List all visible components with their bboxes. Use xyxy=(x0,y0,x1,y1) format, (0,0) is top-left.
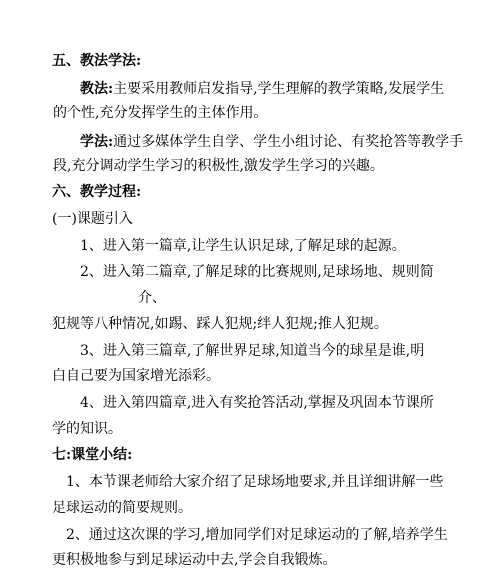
section-heading-methods: 五、教法学法: xyxy=(52,53,142,69)
learning-method-label: 学法: xyxy=(80,134,114,150)
teaching-method-label: 教法: xyxy=(80,81,114,97)
subsection-heading-intro: (一)课题引入 xyxy=(52,211,133,227)
process-item-2-line-1: 2、进入第二篇章,了解足球的比赛规则,足球场地、规则简 xyxy=(80,264,434,280)
process-item-1: 1、进入第一篇章,让学生认识足球,了解足球的起源。 xyxy=(80,238,406,254)
process-item-4-line-1: 4、进入第四篇章,进入有奖抢答活动,掌握及巩固本节课所 xyxy=(80,395,434,411)
process-item-2-line-2: 介、 xyxy=(138,290,166,306)
section-heading-summary: 七:课堂小结: xyxy=(52,447,133,463)
learning-method-line-2: 段,充分调动学生学习的积极性,激发学生学习的兴趣。 xyxy=(53,158,384,174)
summary-item-2-line-2: 更积极地参与到足球运动中去,学会自我锻炼。 xyxy=(52,552,337,568)
teaching-method-line-2: 的个性,充分发挥学生的主体作用。 xyxy=(53,105,268,121)
summary-item-1-line-1: 1、本节课老师给大家介绍了足球场地要求,并且详细讲解一些 xyxy=(66,474,444,490)
process-item-4-line-2: 学的知识。 xyxy=(52,421,122,437)
learning-method-text-1: 通过多媒体学生自学、学生小组讨论、有奖抢答等教学手 xyxy=(113,134,464,150)
summary-item-2-line-1: 2、通过这次课的学习,增加同学们对足球运动的了解,培养学生 xyxy=(66,527,448,543)
learning-method-line-1 xyxy=(80,133,463,151)
summary-item-1-line-2: 足球运动的简要规则。 xyxy=(52,500,192,516)
process-item-3-line-2: 白自己要为国家增光添彩。 xyxy=(52,368,220,384)
process-item-3-line-1: 3、进入第三篇章,了解世界足球,知道当今的球星是谁,明 xyxy=(80,343,425,359)
teaching-method-text-1: 主要采用教师启发指导,学生理解的教学策略,发展学生 xyxy=(113,81,445,97)
section-heading-process: 六、教学过程: xyxy=(52,184,142,200)
teaching-method-line-1 xyxy=(80,80,444,98)
process-item-2-line-3: 犯规等八种情况,如踢、踩人犯规;绊人犯规;推人犯规。 xyxy=(52,316,388,332)
